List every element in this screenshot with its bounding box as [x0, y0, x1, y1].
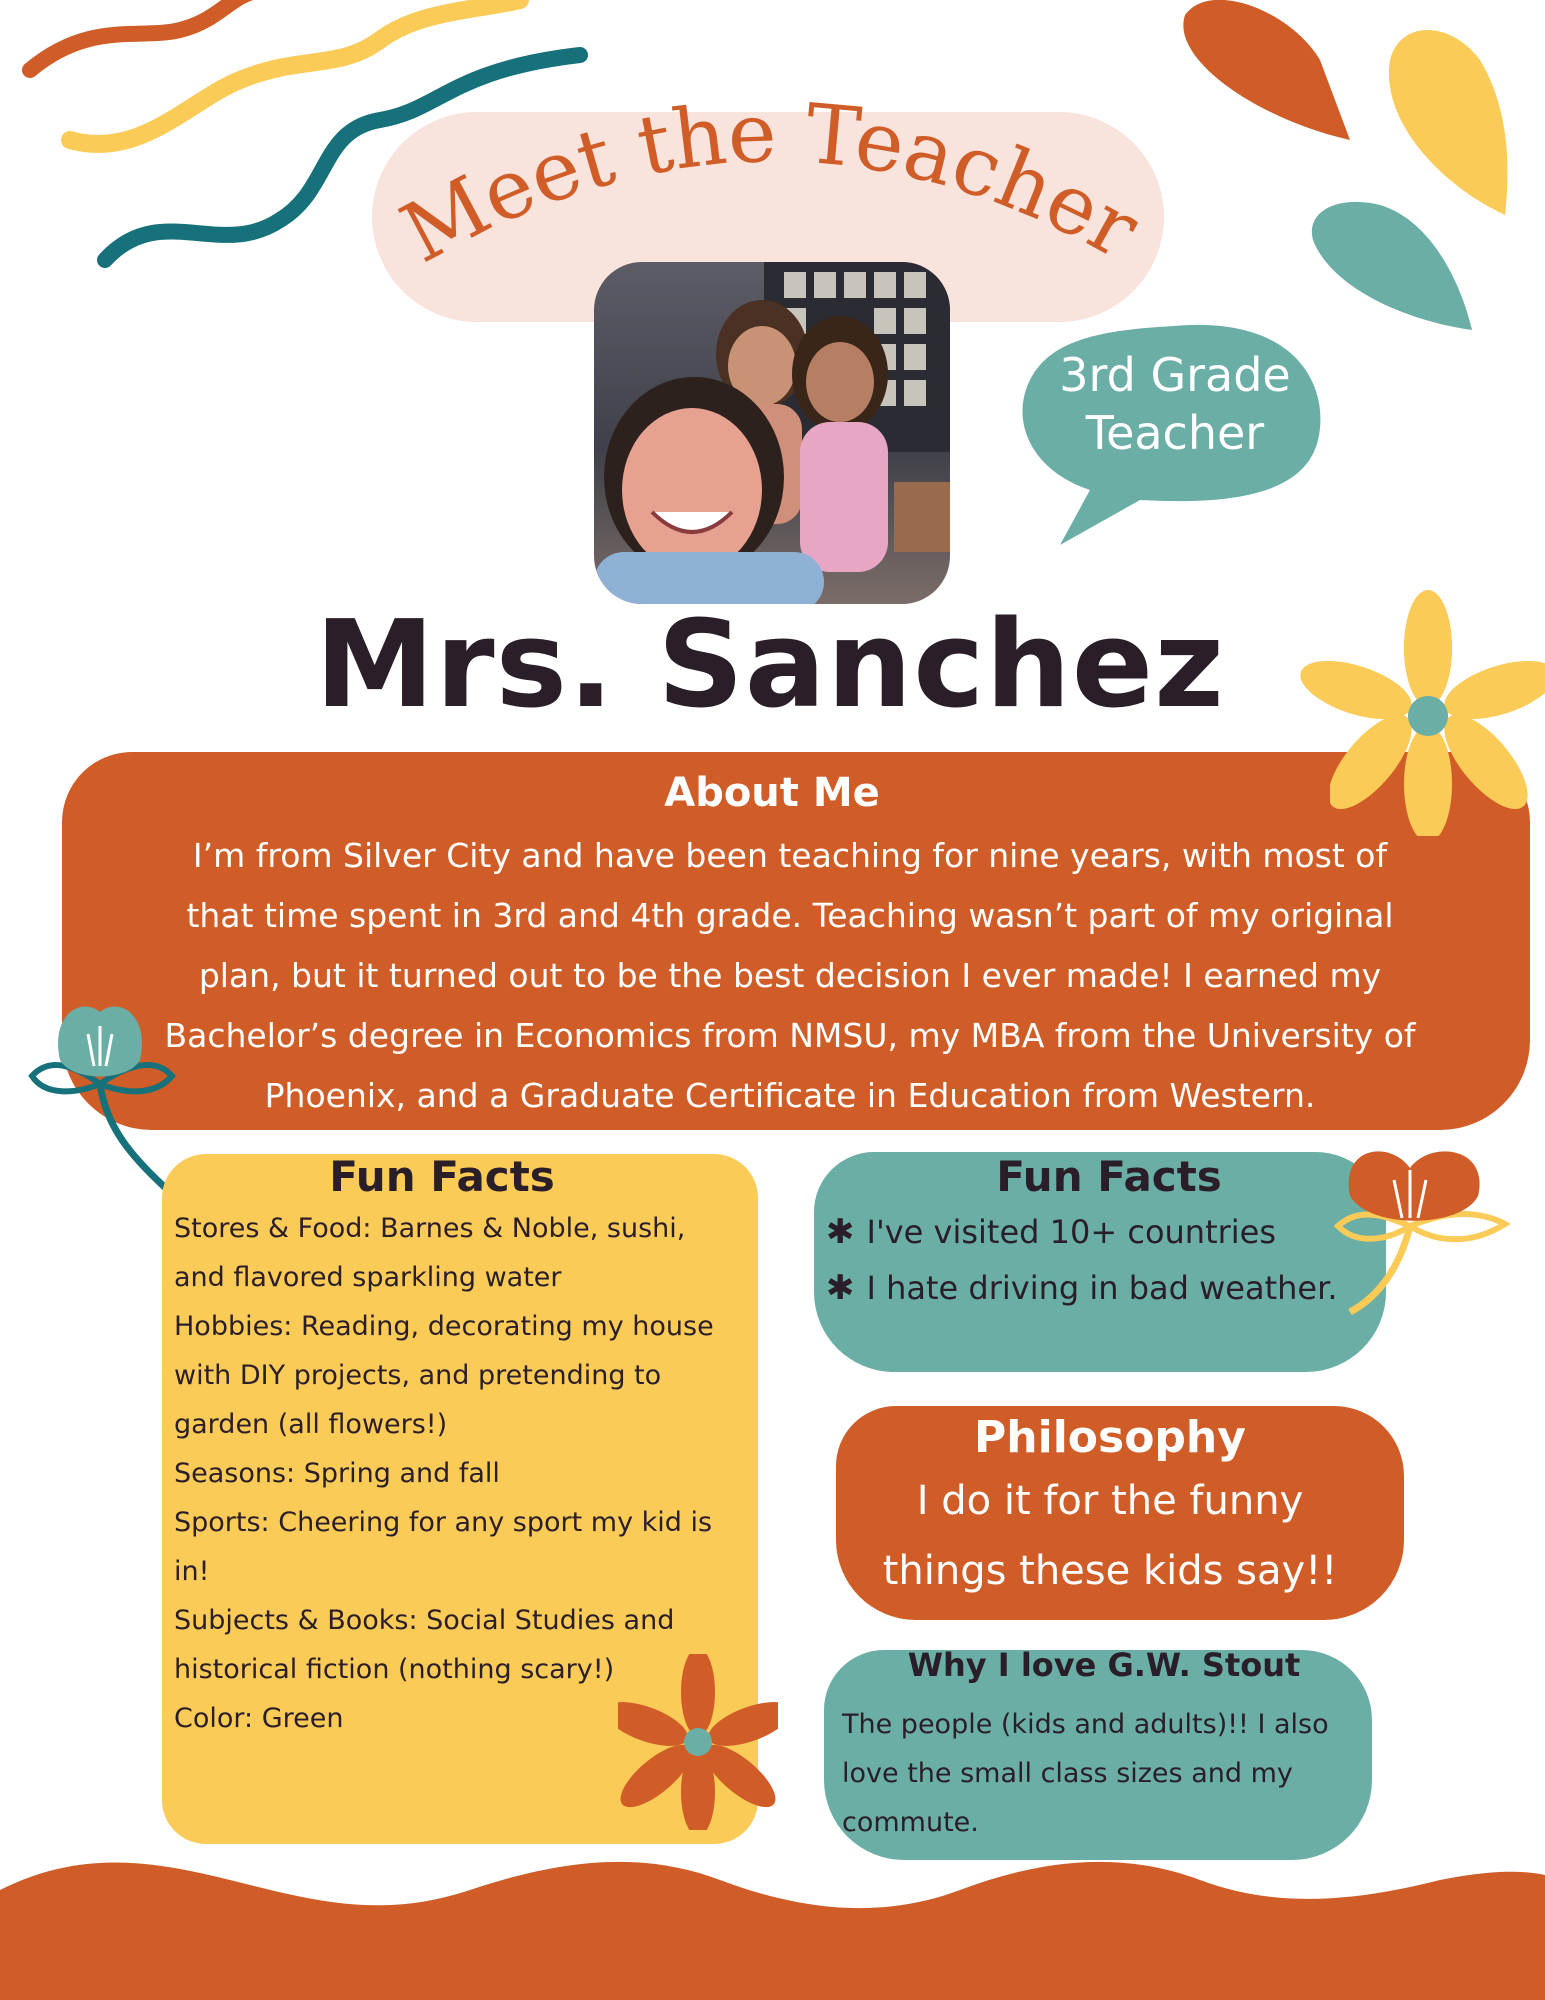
- philosophy-line: I do it for the funny: [916, 1478, 1304, 1524]
- why-love-line: The people (kids and adults)!! I also: [842, 1709, 1329, 1740]
- about-line: Phoenix, and a Graduate Certificate in Education from Western.: [264, 1076, 1316, 1115]
- philosophy-text: [836, 1466, 1384, 1606]
- why-love-line: commute.: [842, 1807, 979, 1838]
- teacher-name: Mrs. Sanchez: [314, 596, 1225, 735]
- fun-fact-line: Seasons: Spring and fall: [174, 1458, 500, 1489]
- orange-flower-decoration: [618, 1654, 778, 1830]
- grade-label: [1020, 346, 1330, 462]
- about-line: Bachelor’s degree in Economics from NMSU, my MBA from the University of: [164, 1016, 1416, 1055]
- fun-fact-line: historical fiction (nothing scary!): [174, 1654, 615, 1685]
- fun-facts-left-title: Fun Facts: [329, 1152, 555, 1201]
- teal-petal-decoration: [1312, 202, 1472, 330]
- fun-fact-item: [826, 1260, 1386, 1316]
- grade-label-line-1: 3rd Grade: [1059, 348, 1291, 402]
- page-title-text: Meet the Teacher: [386, 85, 1154, 282]
- fun-fact-line: Subjects & Books: Social Studies and: [174, 1605, 675, 1636]
- fun-fact-line: Color: Green: [174, 1703, 344, 1734]
- svg-text:Meet the Teacher: [387, 86, 1154, 282]
- fun-fact-item: [826, 1204, 1386, 1260]
- fun-fact-line: and flavored sparkling water: [174, 1262, 562, 1293]
- fun-fact-line: Sports: Cheering for any sport my kid is: [174, 1507, 713, 1538]
- about-line: that time spent in 3rd and 4th grade. Teaching wasn’t part of my original: [186, 896, 1394, 935]
- asterisk-star-icon: ✱: [826, 1268, 855, 1308]
- about-me-text: [130, 826, 1450, 1126]
- bottom-wave: [0, 1862, 1545, 2000]
- orange-squiggle-decoration: [30, 0, 260, 70]
- why-love-line: love the small class sizes and my: [842, 1758, 1293, 1789]
- fun-fact-line: Hobbies: Reading, decorating my house: [174, 1311, 714, 1342]
- photo-illustration: [594, 262, 950, 604]
- fun-facts-right-title: Fun Facts: [996, 1152, 1222, 1201]
- philosophy-title: Philosophy: [974, 1412, 1246, 1463]
- grade-label-line-2: Teacher: [1085, 406, 1265, 460]
- about-me-title: About Me: [664, 770, 880, 816]
- teal-flower-decoration: [20, 996, 180, 1196]
- why-love-title: Why I love G.W. Stout: [907, 1646, 1301, 1684]
- fun-fact-line: with DIY projects, and pretending to: [174, 1360, 662, 1391]
- philosophy-line: things these kids say!!: [882, 1548, 1338, 1594]
- asterisk-star-icon: ✱: [826, 1212, 855, 1252]
- about-line: I’m from Silver City and have been teaching for nine years, with most of: [192, 836, 1388, 875]
- fun-fact-line: Stores & Food: Barnes & Noble, sushi,: [174, 1213, 686, 1244]
- yellow-petal-decoration: [1389, 30, 1508, 215]
- teacher-photo: [594, 262, 950, 604]
- about-line: plan, but it turned out to be the best decision I ever made! I earned my: [198, 956, 1382, 995]
- fun-fact-line: in!: [174, 1556, 210, 1587]
- fun-fact-line: garden (all flowers!): [174, 1409, 448, 1440]
- why-love-text: [842, 1700, 1362, 1847]
- orange-tulip-decoration: [1330, 1146, 1510, 1316]
- fun-fact-item-text: I hate driving in bad weather.: [866, 1269, 1338, 1307]
- fun-fact-item-text: I've visited 10+ countries: [866, 1213, 1277, 1251]
